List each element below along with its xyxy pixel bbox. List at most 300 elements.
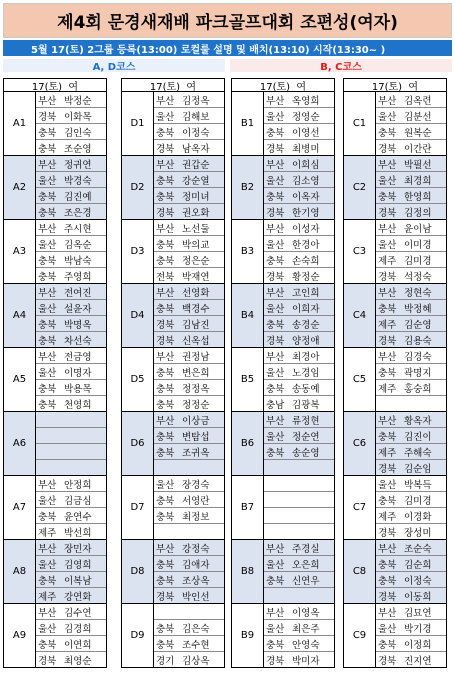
member-entry	[264, 556, 334, 572]
member-name: 이복남	[64, 575, 92, 587]
member-name: 강정숙	[182, 543, 210, 555]
member-name: 조수현	[182, 639, 210, 651]
member-entry	[154, 556, 224, 572]
member-name: 김영희	[64, 559, 92, 571]
member-region: 제주	[378, 255, 397, 267]
member-entry	[376, 284, 446, 300]
group-row	[343, 604, 447, 668]
member-region: 충남	[266, 399, 285, 411]
member-region: 전북	[156, 271, 175, 283]
member-name: 장민자	[64, 543, 92, 555]
member-region: 충북	[266, 191, 285, 203]
column-header: 17(토) 여	[121, 78, 225, 92]
member-entry	[376, 492, 446, 508]
member-entry	[154, 140, 224, 155]
group-row	[3, 540, 107, 604]
member-name: 박기경	[404, 623, 432, 635]
member-name: 김금심	[64, 495, 92, 507]
member-entry	[154, 460, 224, 475]
member-entry	[154, 428, 224, 444]
group-row	[343, 284, 447, 348]
member-name: 김진예	[64, 191, 92, 203]
member-region: 울산	[378, 623, 397, 635]
member-name: 윤이남	[404, 223, 432, 235]
member-name: 조순영	[64, 143, 92, 155]
member-entry	[376, 140, 446, 155]
member-name: 정영순	[292, 111, 320, 123]
member-entry	[154, 396, 224, 411]
member-name: 김묘연	[404, 607, 432, 619]
member-entry	[36, 108, 106, 124]
member-entry	[264, 204, 334, 219]
course-label-ad: A, D코스	[3, 59, 225, 72]
member-entry	[36, 124, 106, 140]
member-region: 경북	[378, 527, 397, 539]
member-name: 정은순	[182, 255, 210, 267]
group-row	[121, 156, 225, 220]
group-id: A2	[4, 156, 36, 219]
member-region: 울산	[266, 239, 285, 251]
group-row	[121, 540, 225, 604]
member-entry	[154, 172, 224, 188]
group-id: D2	[122, 156, 154, 219]
member-name: 류정현	[292, 415, 320, 427]
member-region: 충북	[156, 575, 175, 587]
member-name: 송경순	[292, 319, 320, 331]
member-entry	[154, 604, 224, 620]
member-entry	[36, 316, 106, 332]
member-entry	[36, 508, 106, 524]
member-name: 박인선	[182, 591, 210, 603]
member-name: 박명옥	[64, 319, 92, 331]
member-name: 김은숙	[182, 623, 210, 635]
member-region: 울산	[156, 479, 175, 491]
member-name: 정미녀	[182, 191, 210, 203]
member-region: 경북	[38, 111, 57, 123]
member-name: 장경숙	[182, 479, 210, 491]
member-name: 김용숙	[404, 335, 432, 347]
group-row	[231, 284, 335, 348]
member-entry	[376, 556, 446, 572]
member-entry	[376, 156, 446, 172]
member-name: 전여진	[64, 287, 92, 299]
member-region: 경북	[156, 591, 175, 603]
member-name: 원복순	[404, 127, 432, 139]
member-entry	[264, 508, 334, 524]
group-row	[343, 348, 447, 412]
member-name: 박용목	[64, 383, 92, 395]
group-row	[121, 412, 225, 476]
member-region: 울산	[266, 111, 285, 123]
group-row	[231, 220, 335, 284]
member-region: 울산	[38, 559, 57, 571]
group-id: D7	[122, 476, 154, 539]
member-name: 정순연	[292, 431, 320, 443]
member-name: 이화목	[64, 111, 92, 123]
group-row	[121, 220, 225, 284]
member-entry	[376, 316, 446, 332]
member-name: 김해보	[182, 111, 210, 123]
member-region: 부산	[266, 415, 285, 427]
group-row	[3, 348, 107, 412]
member-region: 부산	[378, 287, 397, 299]
group-id: D6	[122, 412, 154, 475]
group-id: C4	[344, 284, 376, 347]
group-row	[121, 348, 225, 412]
member-name: 김광복	[292, 399, 320, 411]
member-entry	[36, 428, 106, 444]
member-name: 조은경	[64, 207, 92, 219]
member-name: 김진이	[404, 431, 432, 443]
member-name: 손숙희	[292, 255, 320, 267]
member-name: 박재연	[182, 271, 210, 283]
member-entry	[376, 92, 446, 108]
group-row	[231, 156, 335, 220]
member-region: 충북	[378, 367, 397, 379]
member-name: 박필선	[404, 159, 432, 171]
member-name: 차선숙	[64, 335, 92, 347]
group-id: A9	[4, 604, 36, 667]
member-entry	[264, 492, 334, 508]
member-name: 김순희	[404, 559, 432, 571]
member-region: 충북	[266, 255, 285, 267]
member-name: 조귀옥	[182, 447, 210, 459]
member-name: 김소영	[292, 175, 320, 187]
member-region: 울산	[378, 111, 397, 123]
member-entry	[154, 380, 224, 396]
member-name: 김미경	[404, 255, 432, 267]
member-entry	[264, 620, 334, 636]
group-id: B5	[232, 348, 264, 411]
member-region: 충북	[156, 639, 175, 651]
member-entry	[154, 652, 224, 667]
member-region: 부산	[378, 351, 397, 363]
member-entry	[376, 124, 446, 140]
member-region: 부산	[378, 95, 397, 107]
group-row	[231, 540, 335, 604]
member-name: 이동희	[404, 591, 432, 603]
member-region: 울산	[156, 111, 175, 123]
member-entry	[36, 636, 106, 652]
member-name: 선영화	[182, 287, 210, 299]
member-name: 이미경	[404, 239, 432, 251]
member-name: 김수연	[64, 607, 92, 619]
group-id: B8	[232, 540, 264, 603]
group-row	[231, 476, 335, 540]
schedule-banner: 5월 17(토) 2그룹 등록(13:00) 로컬룰 설명 및 배치(13:10) 시작(13:30~ )	[3, 40, 452, 56]
member-name: 변은희	[182, 367, 210, 379]
member-entry	[376, 236, 446, 252]
member-region: 부산	[266, 223, 285, 235]
member-name: 박남숙	[64, 255, 92, 267]
member-name: 박미자	[292, 655, 320, 667]
member-entry	[376, 460, 446, 475]
member-entry	[264, 380, 334, 396]
member-region: 충북	[378, 559, 397, 571]
member-name: 최은주	[292, 623, 320, 635]
member-entry	[376, 380, 446, 396]
member-region: 울산	[38, 239, 57, 251]
member-region: 울산	[38, 175, 57, 187]
member-region: 부산	[378, 607, 397, 619]
member-region: 충북	[156, 175, 175, 187]
member-name: 김경희	[64, 623, 92, 635]
member-region: 경북	[378, 143, 397, 155]
member-region: 충북	[156, 191, 175, 203]
member-name: 전금영	[64, 351, 92, 363]
member-region: 제주	[378, 383, 397, 395]
member-name: 이정희	[404, 639, 432, 651]
group-id: C5	[344, 348, 376, 411]
member-entry	[376, 604, 446, 620]
member-name: 장성미	[404, 527, 432, 539]
member-region: 울산	[38, 495, 57, 507]
member-region: 경북	[378, 271, 397, 283]
member-name: 신연우	[292, 575, 320, 587]
member-name: 조순숙	[404, 543, 432, 555]
member-entry	[264, 588, 334, 603]
member-name: 황정순	[292, 271, 320, 283]
member-entry	[36, 156, 106, 172]
member-region: 충북	[378, 639, 397, 651]
member-entry	[264, 236, 334, 252]
member-name: 남옥자	[182, 143, 210, 155]
member-entry	[376, 188, 446, 204]
member-region: 부산	[38, 543, 57, 555]
member-entry	[264, 268, 334, 283]
member-entry	[36, 140, 106, 155]
member-entry	[154, 108, 224, 124]
member-name: 정귀연	[64, 159, 92, 171]
member-region: 부산	[38, 607, 57, 619]
group-id: C6	[344, 412, 376, 475]
member-entry	[36, 652, 106, 667]
member-name: 최경아	[292, 351, 320, 363]
member-region: 울산	[38, 623, 57, 635]
group-id: C3	[344, 220, 376, 283]
member-region: 부산	[266, 543, 285, 555]
member-region: 울산	[378, 479, 397, 491]
group-id: B2	[232, 156, 264, 219]
member-name: 윤연수	[64, 511, 92, 523]
member-name: 옥영희	[292, 95, 320, 107]
member-region: 충북	[156, 399, 175, 411]
member-name: 송동예	[292, 383, 320, 395]
member-entry	[376, 620, 446, 636]
member-region: 충북	[156, 367, 175, 379]
member-entry	[376, 572, 446, 588]
member-name: 권오화	[182, 207, 210, 219]
member-name: 김분선	[404, 111, 432, 123]
group-row	[3, 284, 107, 348]
member-region: 울산	[266, 175, 285, 187]
member-region: 경북	[378, 591, 397, 603]
member-entry	[36, 476, 106, 492]
member-name: 이영옥	[292, 607, 320, 619]
member-region: 울산	[378, 239, 397, 251]
member-entry	[376, 508, 446, 524]
roster-column	[3, 78, 107, 668]
group-row	[343, 156, 447, 220]
member-entry	[36, 588, 106, 603]
member-entry	[154, 236, 224, 252]
member-entry	[264, 412, 334, 428]
member-region: 울산	[266, 367, 285, 379]
member-entry	[154, 524, 224, 539]
group-id: C7	[344, 476, 376, 539]
member-entry	[376, 220, 446, 236]
group-id: D8	[122, 540, 154, 603]
group-id: D4	[122, 284, 154, 347]
member-entry	[36, 92, 106, 108]
member-name: 김옥순	[64, 239, 92, 251]
member-region: 부산	[38, 159, 57, 171]
group-id: C2	[344, 156, 376, 219]
group-row	[3, 604, 107, 668]
member-entry	[264, 460, 334, 475]
member-region: 충북	[38, 335, 57, 347]
member-entry	[36, 332, 106, 347]
member-entry	[376, 172, 446, 188]
member-entry	[376, 412, 446, 428]
member-region: 충북	[38, 143, 57, 155]
member-region: 제주	[378, 319, 397, 331]
member-entry	[36, 236, 106, 252]
member-region: 부산	[156, 351, 175, 363]
member-name: 천영희	[64, 399, 92, 411]
member-entry	[264, 140, 334, 155]
member-region: 울산	[38, 367, 57, 379]
member-name: 이영선	[292, 127, 320, 139]
member-entry	[264, 188, 334, 204]
member-region: 충북	[38, 575, 57, 587]
member-entry	[36, 364, 106, 380]
member-region: 경북	[156, 319, 175, 331]
member-name: 최경희	[404, 175, 432, 187]
member-entry	[36, 604, 106, 620]
member-entry	[154, 332, 224, 347]
member-region: 충북	[156, 447, 175, 459]
member-entry	[154, 124, 224, 140]
member-name: 석정숙	[404, 271, 432, 283]
member-name: 정정옥	[182, 383, 210, 395]
member-entry	[264, 396, 334, 411]
member-name: 김남진	[182, 319, 210, 331]
member-name: 안영숙	[292, 639, 320, 651]
member-name: 정현숙	[404, 287, 432, 299]
member-name: 이명자	[64, 367, 92, 379]
member-entry	[36, 540, 106, 556]
member-entry	[376, 588, 446, 603]
member-region: 경북	[266, 655, 285, 667]
group-id: B6	[232, 412, 264, 475]
member-entry	[154, 220, 224, 236]
group-id: C1	[344, 92, 376, 155]
member-region: 충북	[378, 495, 397, 507]
member-entry	[376, 444, 446, 460]
member-entry	[154, 300, 224, 316]
member-name: 강순열	[182, 175, 210, 187]
group-row	[231, 92, 335, 156]
member-region: 부산	[266, 607, 285, 619]
member-entry	[36, 524, 106, 539]
member-region: 부산	[378, 415, 397, 427]
member-entry	[264, 572, 334, 588]
member-entry	[36, 252, 106, 268]
member-region: 충북	[378, 303, 397, 315]
member-entry	[376, 300, 446, 316]
group-row	[3, 476, 107, 540]
member-entry	[264, 108, 334, 124]
member-entry	[154, 348, 224, 364]
member-region: 충북	[156, 495, 175, 507]
member-region: 경북	[378, 463, 397, 475]
member-region: 부산	[38, 351, 57, 363]
member-name: 송순영	[292, 447, 320, 459]
member-entry	[376, 652, 446, 667]
member-name: 박경숙	[64, 175, 92, 187]
member-entry	[154, 476, 224, 492]
group-row	[231, 348, 335, 412]
member-region: 울산	[266, 431, 285, 443]
group-id: A8	[4, 540, 36, 603]
member-name: 이간란	[404, 143, 432, 155]
member-entry	[154, 588, 224, 603]
member-region: 부산	[378, 159, 397, 171]
member-region: 충북	[156, 623, 175, 635]
member-entry	[154, 492, 224, 508]
member-region: 울산	[38, 303, 57, 315]
member-name: 주시현	[64, 223, 92, 235]
member-entry	[154, 268, 224, 283]
member-name: 양정애	[292, 335, 320, 347]
member-region: 충북	[156, 431, 175, 443]
group-row	[121, 604, 225, 668]
member-region: 경북	[266, 143, 285, 155]
member-name: 이경화	[404, 511, 432, 523]
member-region: 부산	[38, 287, 57, 299]
member-name: 곽명지	[404, 367, 432, 379]
member-entry	[36, 380, 106, 396]
column-header: 17(토) 여	[3, 78, 107, 92]
member-entry	[36, 204, 106, 219]
member-name: 변탐섭	[182, 431, 210, 443]
member-entry	[264, 124, 334, 140]
member-region: 충북	[38, 383, 57, 395]
member-entry	[154, 412, 224, 428]
member-entry	[154, 540, 224, 556]
member-region: 충북	[266, 447, 285, 459]
member-name: 김경숙	[404, 351, 432, 363]
member-entry	[264, 524, 334, 539]
member-region: 경북	[378, 207, 397, 219]
member-entry	[376, 364, 446, 380]
group-row	[3, 412, 107, 476]
member-region: 울산	[266, 623, 285, 635]
member-name: 한영희	[404, 191, 432, 203]
member-region: 부산	[38, 479, 57, 491]
member-name: 김애자	[182, 559, 210, 571]
member-entry	[154, 508, 224, 524]
member-name: 한기영	[292, 207, 320, 219]
member-region: 충북	[378, 191, 397, 203]
member-name: 정정순	[182, 399, 210, 411]
member-entry	[264, 476, 334, 492]
group-id: D9	[122, 604, 154, 667]
course-label-bc: B, C코스	[230, 59, 452, 72]
member-region: 충북	[38, 399, 57, 411]
member-region: 부산	[156, 287, 175, 299]
